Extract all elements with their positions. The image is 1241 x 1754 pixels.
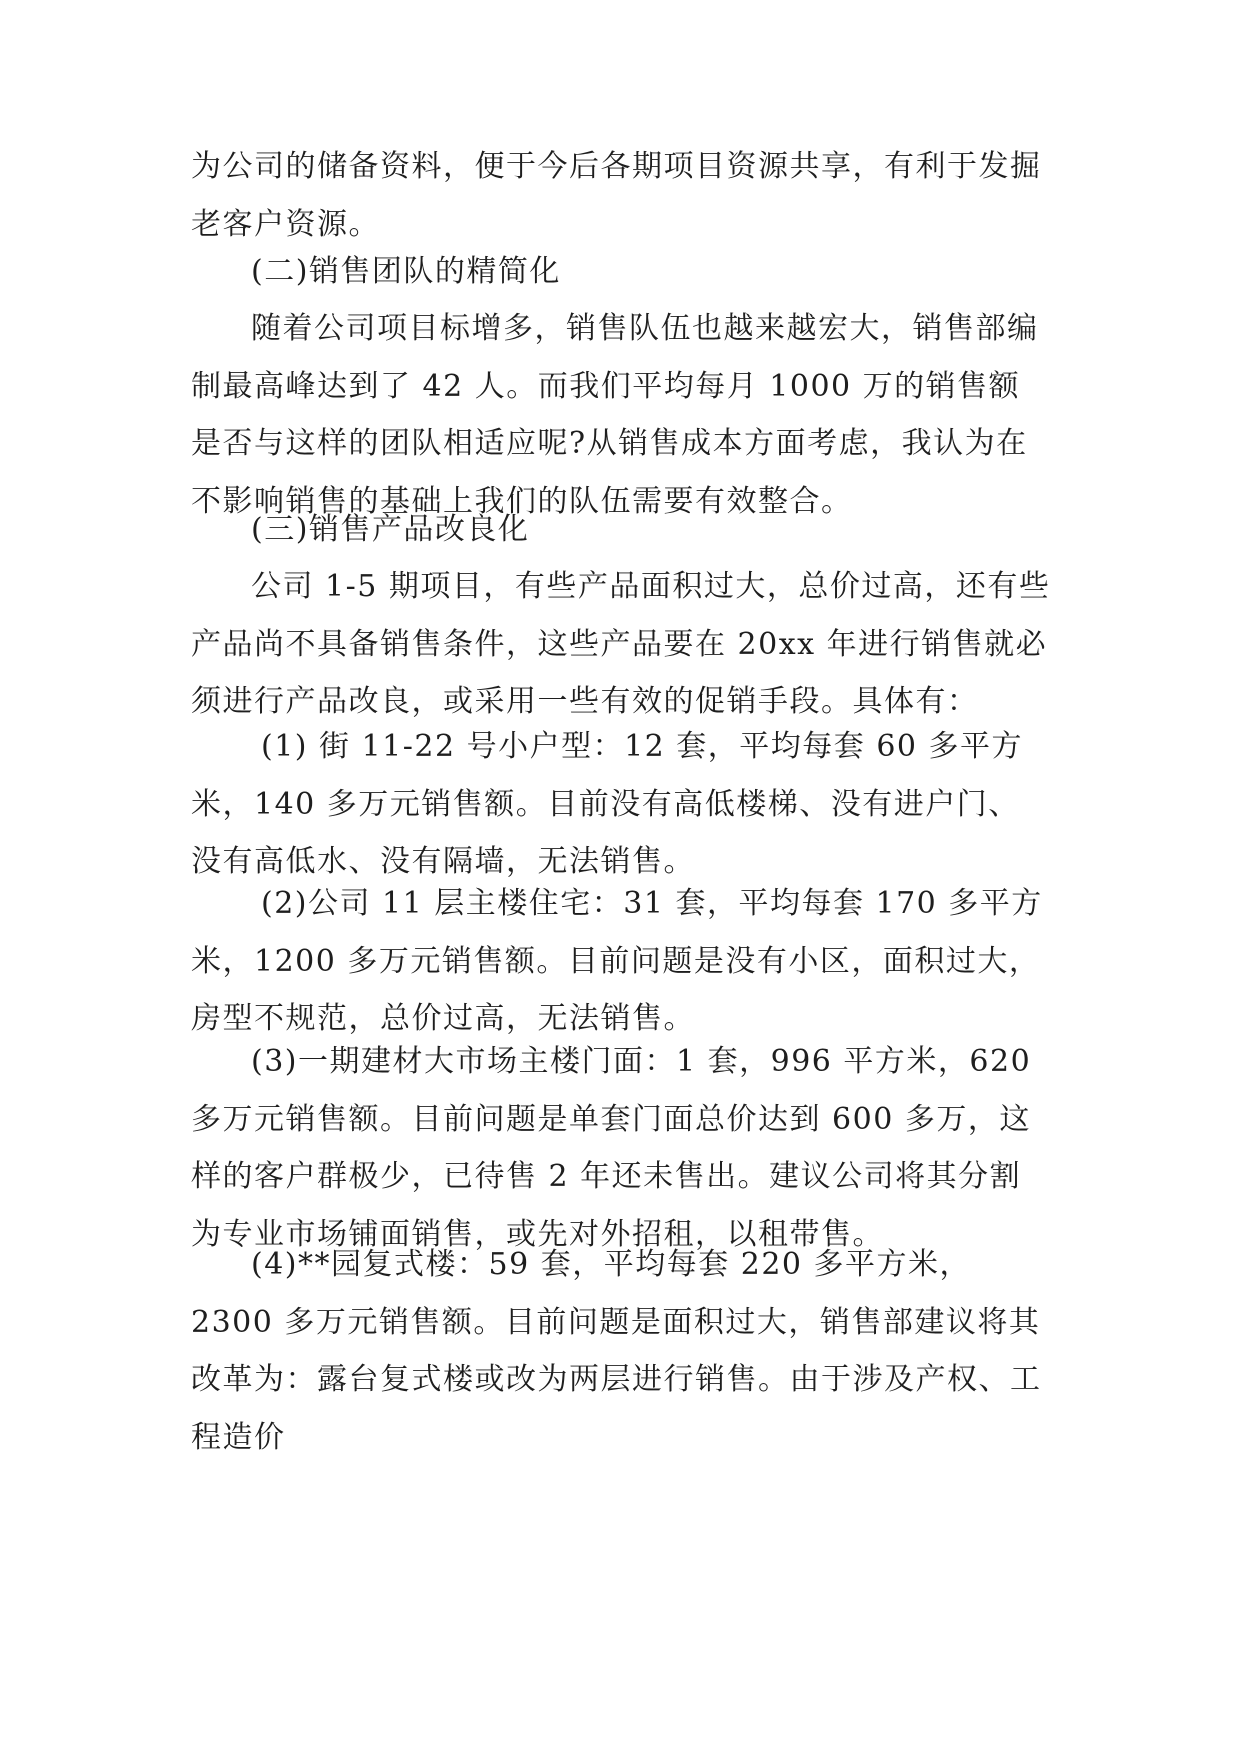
- list-item-3: (3)一期建材大市场主楼门面：1 套，996 平方米，620 多万元销售额。目前问题是单套门面总价达到 600 多万，这样的客户群极少，已待售 2 年还未售出。建议公司将其分割为专业市场铺面销售，或先对外招租，以租带售。: [191, 1044, 1032, 1252]
- list-item-2: (2)公司 11 层主楼住宅：31 套，平均每套 170 多平方米，1200 多万元销售额。目前问题是没有小区，面积过大，房型不规范，总价过高，无法销售。: [191, 886, 1043, 1036]
- list-item-4: (4)**园复式楼：59 套，平均每套 220 多平方米，2300 多万元销售额。目前问题是面积过大，销售部建议将其改革为：露台复式楼或改为两层进行销售。由于涉及产权、工程造价: [191, 1247, 1042, 1455]
- list-item-1: (1) 街 11-22 号小户型：12 套，平均每套 60 多平方米，140 多万元销售额。目前没有高低楼梯、没有进户门、没有高低水、没有隔墙，无法销售。: [191, 729, 1024, 879]
- heading-product-improvement: (三)销售产品改良化: [251, 512, 530, 547]
- paragraph-product-improvement: 公司 1-5 期项目，有些产品面积过大，总价过高，还有些产品尚不具备销售条件，这些产品要在 20xx 年进行销售就必须进行产品改良，或采用一些有效的促销手段。具体有：: [191, 569, 1051, 719]
- paragraph-intro-continued: 为公司的储备资料，便于今后各期项目资源共享，有利于发掘老客户资源。: [191, 149, 1042, 242]
- paragraph-sales-team: 随着公司项目标增多，销售队伍也越来越宏大，销售部编制最高峰达到了 42 人。而我们平均每月 1000 万的销售额是否与这样的团队相适应呢?从销售成本方面考虑，我认为在不影响销售的基础上我们的队伍需要有效整合。: [191, 311, 1039, 519]
- heading-sales-team: (二)销售团队的精简化: [251, 254, 561, 289]
